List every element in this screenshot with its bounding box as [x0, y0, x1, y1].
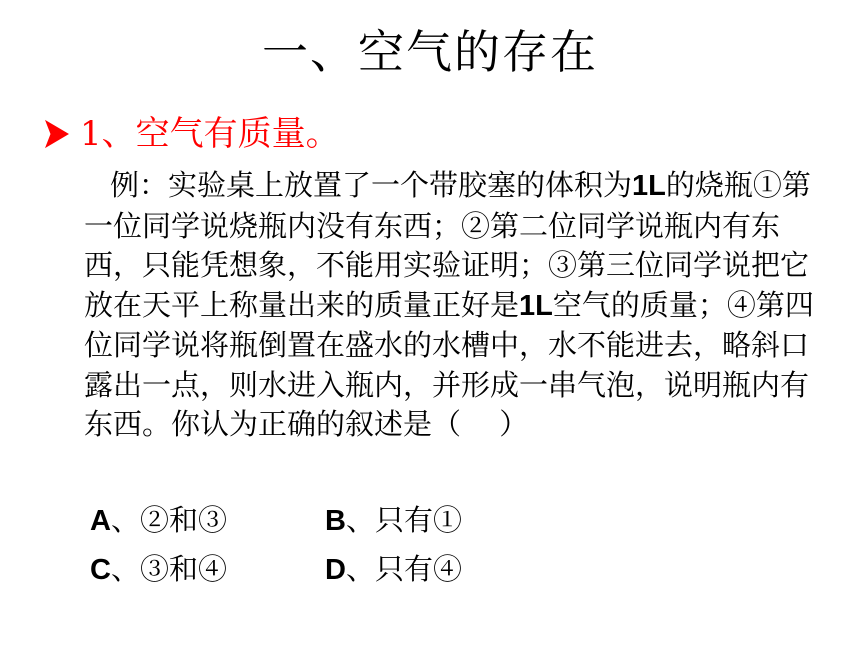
question-text: [84, 166, 814, 445]
volume-value-2: 1L: [519, 289, 553, 322]
options-row-1: [90, 496, 560, 545]
volume-value-1: 1L: [632, 170, 666, 202]
question-part-3: 空气的质量；④第四位同学说将瓶倒置在盛水的水槽中，水不能进去，略斜口露出一点，则水进入瓶内，并形成一串气泡，说明瓶内有东西。你认为正确的叙述是（ ）: [84, 287, 814, 441]
question-part-1: 例：实验桌上放置了一个带胶塞的体积为: [110, 168, 633, 202]
answer-options: [90, 496, 560, 594]
option-c-letter: C: [90, 554, 111, 586]
option-b: [325, 496, 560, 545]
option-a: [90, 496, 325, 545]
option-a-letter: A: [90, 505, 111, 537]
option-d-text: 、只有④: [345, 552, 462, 586]
options-row-2: [90, 545, 560, 594]
option-d-letter: D: [325, 554, 346, 586]
option-b-letter: B: [325, 505, 346, 537]
arrow-bullet-icon: [40, 117, 74, 151]
option-a-text: 、②和③: [110, 503, 227, 537]
question-part-2: 的烧瓶①第一位同学说烧瓶内没有东西；②第二位同学说瓶内有东西，只能凭想象，不能用实验证明；③第三位同学说把它放在天平上称量出来的质量正好是: [84, 168, 811, 322]
slide-title: 一、空气的存在: [262, 25, 598, 79]
option-c-text: 、③和④: [110, 552, 227, 586]
option-d: [325, 545, 560, 594]
option-b-text: 、只有①: [345, 503, 462, 537]
section-heading-text: 1、空气有质量。: [80, 114, 340, 154]
section-heading: [40, 112, 340, 156]
option-c: [90, 545, 325, 594]
